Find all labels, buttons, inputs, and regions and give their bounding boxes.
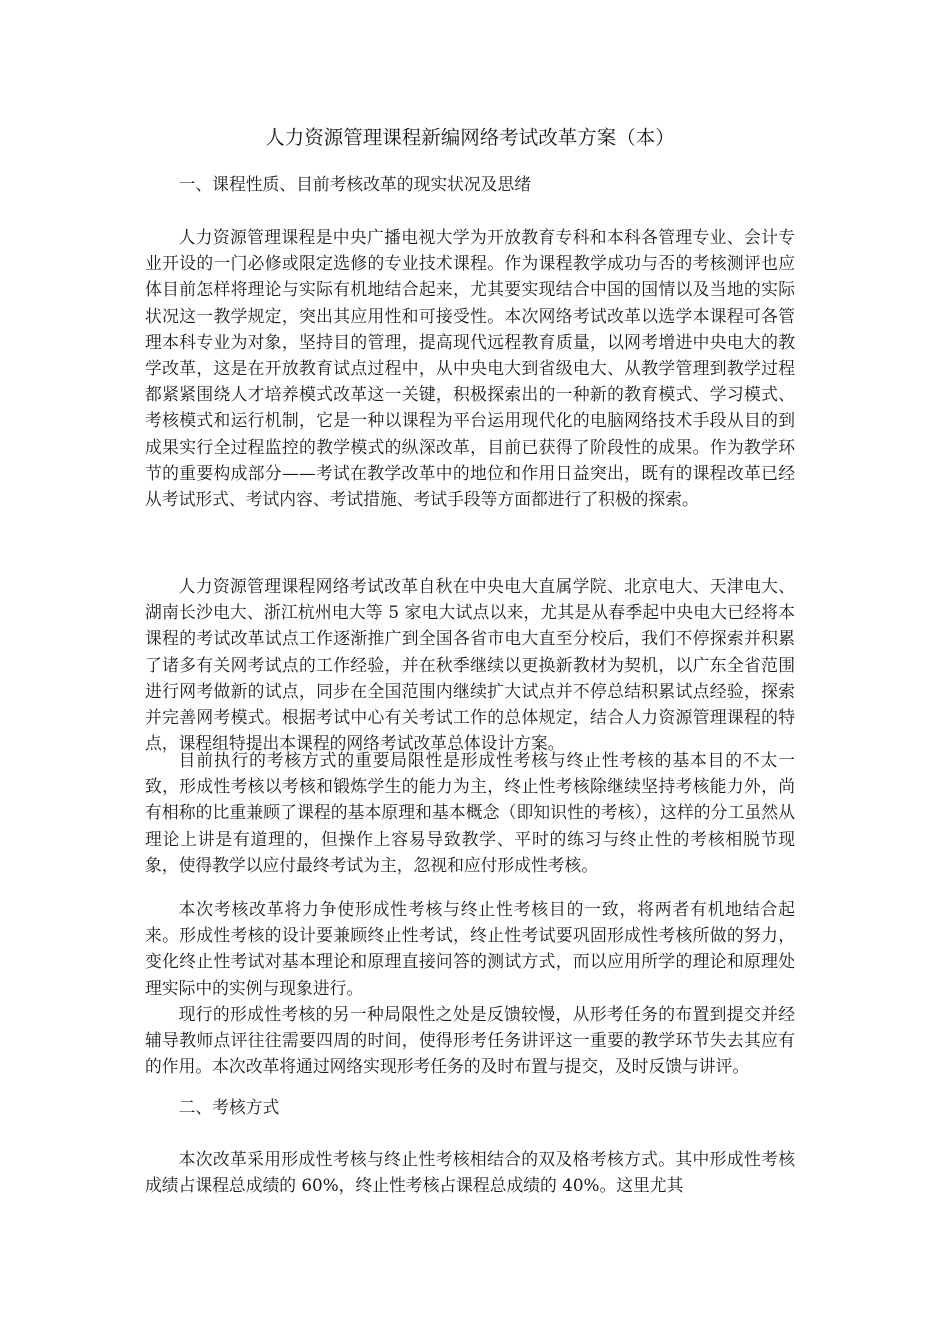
paragraph-4: 本次考核改革将力争使形成性考核与终止性考核目的一致，将两者有机地结合起来。形成性考核的设计要兼顾终止性考试，终止性考试要巩固形成性考核所做的努力，变化终止性考试对基本理论和原理直接问答的测试方式，而以应用所学的理论和原理处理实际中的实例与现象进行。 <box>145 899 795 998</box>
paragraph-1: 人力资源管理课程是中央广播电视大学为开放教育专科和本科各管理专业、会计专业开设的一门必修或限定选修的专业技术课程。作为课程教学成功与否的考核测评也应体目前怎样将理论与实际有机地结合起来，尤其要实现结合中国的国情以及当地的实际状况这一教学规定，突出其应用性和可接受性。本次网络考试改革以选学本课程可各管理本科专业为对象，坚持目的管理，提高现代远程教育质量，以网考增进中央电大的教学改革，这是在开放教育试点过程中，从中央电大到省级电大、从教学管理到教学过程都紧紧围绕人才培养模式改革这一关键，积极探索出的一种新的教育模式、学习模式、考核模式和运行机制，它是一种以课程为平台运用现代化的电脑网络技术手段从目的到成果实行全过程监控的教学模式的纵深改革，目前已获得了阶段性的成果。作为教学环节的重要构成部分——考试在教学改革中的地位和作用日益突出，既有的课程改革已经从考试形式、考试内容、考试措施、考试手段等方面都进行了积极的探索。 <box>145 227 795 510</box>
paragraph-5: 现行的形成性考核的另一种局限性之处是反馈较慢，从形考任务的布置到提交并经辅导教师点评往往需要四周的时间，使得形考任务讲评这一重要的教学环节失去其应有的作用。本次改革将通过网络实现形考任务的及时布置与提交，及时反馈与讲评。 <box>145 1004 795 1077</box>
paragraph-6: 本次改革采用形成性考核与终止性考核相结合的双及格考核方式。其中形成性考核成绩占课程总成绩的 60%，终止性考核占课程总成绩的 40%。这里尤其 <box>145 1149 795 1196</box>
section-heading-1: 一、课程性质、目前考核改革的现实状况及思绪 <box>178 174 532 194</box>
section-heading-2: 二、考核方式 <box>178 1097 280 1117</box>
paragraph-2: 人力资源管理课程网络考试改革自秋在中央电大直属学院、北京电大、天津电大、湖南长沙电大、浙江杭州电大等 5 家电大试点以来，尤其是从春季起中央电大已经将本课程的考试改革试点工作逐渐推广到全国各省市电大直至分校后，我们不停探索并积累了诸多有关网考试点的工作经验，并在秋季继续以更换新教材为契机，以广东全省范围进行网考做新的试点，同步在全国范围内继续扩大试点并不停总结积累试点经验，探索并完善网考模式。根据考试中心有关考试工作的总体规定，结合人力资源管理课程的特点，课程组特提出本课程的网络考试改革总体设计方案。 <box>145 576 795 754</box>
document-title: 人力资源管理课程新编网络考试改革方案（本） <box>265 126 675 149</box>
paragraph-3: 目前执行的考核方式的重要局限性是形成性考核与终止性考核的基本目的不太一致，形成性考核以考核和锻炼学生的能力为主，终止性考核除继续坚持考核能力外，尚有相称的比重兼顾了课程的基本原理和基本概念（即知识性的考核），这样的分工虽然从理论上讲是有道理的，但操作上容易导致教学、平时的练习与终止性的考核相脱节现象，使得教学以应付最终考试为主，忽视和应付形成性考核。 <box>145 750 795 875</box>
